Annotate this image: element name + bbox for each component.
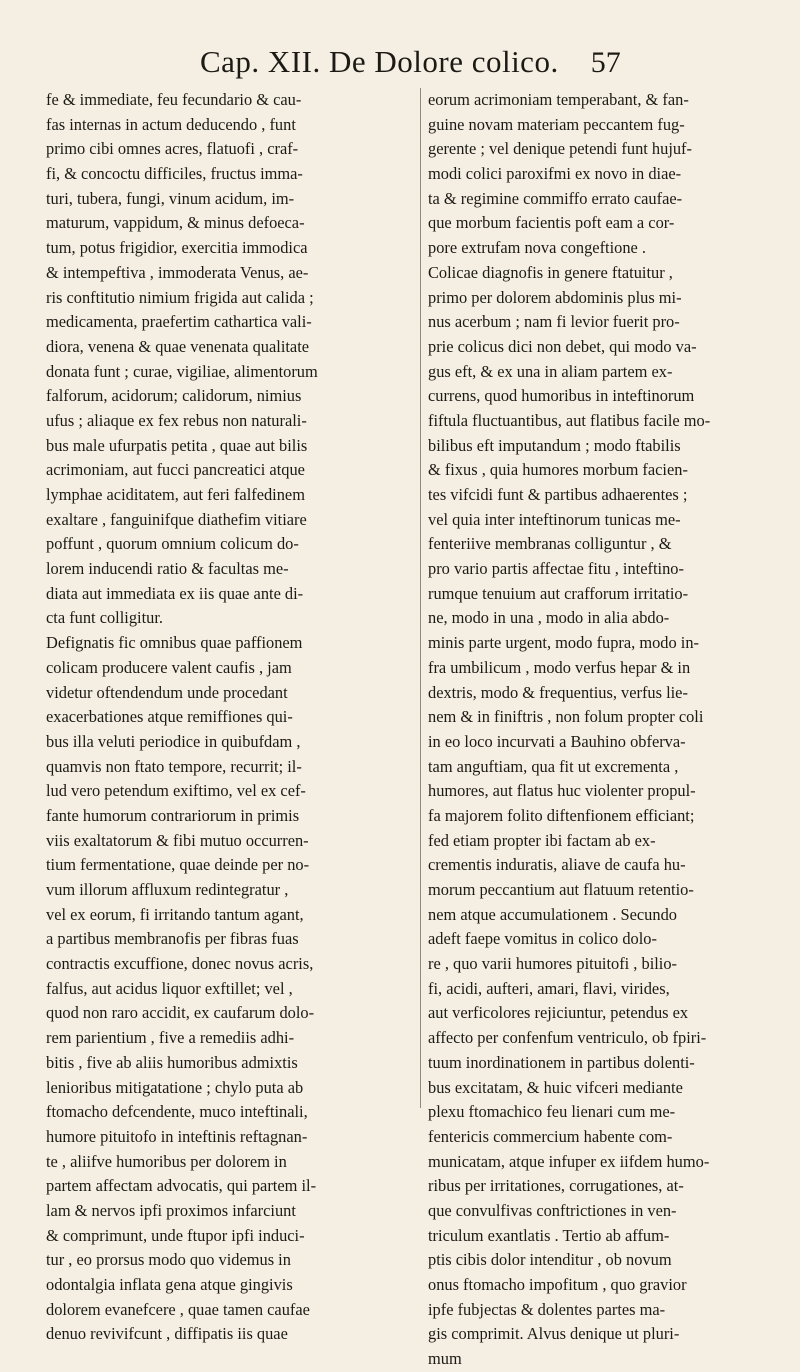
text-line: tium fermentatione, quae deinde per no- [46, 855, 310, 875]
text-line: municatam, atque infuper ex iifdem humo- [428, 1151, 710, 1171]
text-line: in eo loco incurvati a Bauhino obferva- [428, 731, 686, 751]
text-line: lud vero petendum exiftimo, vel ex cef- [46, 781, 306, 801]
text-line: fentericis commercium habente com- [428, 1126, 673, 1146]
text-line: bitis , five ab aliis humoribus admixtis [46, 1052, 298, 1072]
text-line: tuum inordinationem in partibus dolenti- [428, 1052, 695, 1072]
text-line: bus male ufurpatis petita , quae aut bilis [46, 435, 308, 455]
text-line: tum, potus frigidior, exercitia immodica [46, 238, 308, 258]
text-line: nem atque accumulationem . Secundo [428, 904, 677, 924]
column-divider [420, 88, 421, 1108]
text-line: te , aliifve humoribus per dolorem in [46, 1151, 287, 1171]
text-line: nem & in finiftris , non folum propter coli [428, 707, 704, 727]
text-line: fe & immediate, feu fecundario & cau- [46, 90, 302, 109]
text-line: lam & nervos ipfi proximos infarciunt [46, 1200, 296, 1220]
text-line: turi, tubera, fungi, vinum acidum, im- [46, 188, 295, 208]
text-line: Colicae diagnofis in genere ftatuitur , [428, 262, 673, 282]
text-line: primo per dolorem abdominis plus mi- [428, 287, 682, 307]
text-line: exacerbationes atque remiffiones qui- [46, 707, 293, 727]
text-line: lenioribus mitigatatione ; chylo puta ab [46, 1077, 304, 1097]
page-header [200, 44, 780, 80]
text-line: crementis induratis, aliave de caufa hu- [428, 855, 686, 875]
text-line: gerente ; vel denique petendi funt hujuf- [428, 139, 692, 159]
text-line: que convulfivas conftrictiones in ven- [428, 1200, 677, 1220]
page-number: 57 [590, 46, 621, 79]
text-line: exaltare , fanguinifque diathefim vitiare [46, 509, 307, 529]
text-line: fra umbilicum , modo verfus hepar & in [428, 657, 691, 677]
text-line: falforum, acidorum; calidorum, nimius [46, 386, 302, 406]
text-line: ris conftitutio nimium frigida aut calida ; [46, 287, 314, 307]
text-line: dextris, modo & frequentius, verfus lie- [428, 682, 688, 702]
text-line: odontalgia inflata gena atque gingivis [46, 1275, 293, 1294]
text-line: affecto per confenfum ventriculo, ob fpiri- [428, 1028, 707, 1048]
text-line: fas internas in actum deducendo , funt [46, 114, 296, 134]
text-line: pore extrufam nova congeftione . [428, 238, 647, 258]
text-line: ftomacho defcendente, muco inteftinali, [46, 1102, 308, 1122]
text-line: prie colicus dici non debet, qui modo va- [428, 336, 697, 356]
text-line: pro vario partis affectae fitu , inteftino- [428, 559, 684, 579]
left-text-column [46, 88, 412, 1347]
text-line: ptis cibis dolor intenditur , ob novum [428, 1250, 672, 1270]
text-line: viis exaltatorum & fibi mutuo occurren- [46, 830, 309, 850]
running-title: Cap. XII. De Dolore colico. [200, 44, 559, 79]
text-line: rem parientium , five a remediis adhi- [46, 1028, 295, 1048]
text-line: ipfe fubjectas & dolentes partes ma- [428, 1299, 666, 1319]
text-line: re , quo varii humores pituitofi , bilio- [428, 954, 678, 974]
text-line: ribus per irritationes, corrugationes, at- [428, 1176, 684, 1196]
text-line: fi, & concoctu difficiles, fructus imma- [46, 164, 303, 184]
text-line: morum peccantium aut flatuum retentio- [428, 880, 694, 899]
right-text-column [428, 88, 796, 1372]
text-line: medicamenta, praefertim cathartica vali- [46, 312, 312, 332]
text-line: maturum, vappidum, & minus defoeca- [46, 213, 305, 233]
text-line: diora, venena & quae venenata qualitate [46, 336, 310, 356]
text-line: eorum acrimoniam temperabant, & fan- [428, 90, 689, 109]
text-line: contractis excuffione, donec novus acris, [46, 954, 314, 974]
text-line: fenteriive membranas colliguntur , & [428, 534, 672, 554]
text-line: vel quia inter inteftinorum tunicas me- [428, 509, 681, 529]
text-line: nus acerbum ; nam fi levior fuerit pro- [428, 312, 680, 332]
text-line: adeft faepe vomitus in colico dolo- [428, 929, 657, 949]
text-line: rumque tenuium aut crafforum irritatio- [428, 583, 689, 603]
text-line: onus ftomacho impofitum , quo gravior [428, 1275, 687, 1294]
text-line: modi colici paroxifmi ex novo in diae- [428, 164, 682, 184]
text-line: & comprimunt, unde ftupor ipfi induci- [46, 1225, 305, 1245]
text-line: primo cibi omnes acres, flatuofi , craf- [46, 139, 299, 159]
text-line: partem affectam advocatis, qui partem il- [46, 1176, 317, 1196]
text-line: tur , eo prorsus modo quo videmus in [46, 1250, 291, 1270]
text-line: mum [428, 1349, 462, 1369]
text-line: & fixus , quia humores morbum facien- [428, 460, 688, 480]
text-line: bus illa veluti periodice in quibufdam , [46, 731, 301, 751]
text-line: quamvis non ftato tempore, recurrit; il- [46, 756, 302, 776]
text-line: lorem inducendi ratio & facultas me- [46, 559, 289, 579]
text-line: acrimoniam, aut fucci pancreatici atque [46, 460, 305, 480]
text-line: cta funt colligitur. [46, 608, 163, 628]
text-line: fante humorum contrariorum in primis [46, 805, 300, 825]
text-line: currens, quod humoribus in inteftinorum [428, 386, 695, 406]
text-line: a partibus membranofis per fibras fuas [46, 929, 299, 949]
text-line: minis parte urgent, modo fupra, modo in- [428, 633, 700, 653]
text-line: que morbum facientis poft eam a cor- [428, 213, 675, 233]
text-line: humores, aut flatus huc violenter propul- [428, 781, 696, 801]
text-line: ta & regimine commiffo errato caufae- [428, 188, 683, 208]
text-line: fa majorem folito diftenfionem efficiant; [428, 805, 695, 825]
text-line: guine novam materiam peccantem fug- [428, 114, 685, 134]
text-line: quod non raro accidit, ex caufarum dolo- [46, 1003, 315, 1023]
text-line: colicam producere valent caufis , jam [46, 657, 292, 677]
text-line: plexu ftomachico feu lienari cum me- [428, 1102, 676, 1122]
text-line: denuo revivifcunt , diffipatis iis quae [46, 1324, 288, 1344]
text-line: dolorem evanefcere , quae tamen caufae [46, 1299, 310, 1319]
text-line: aut verficolores rejiciuntur, petendus ex [428, 1003, 689, 1023]
text-line: donata funt ; curae, vigiliae, alimentorum [46, 361, 318, 381]
text-line: tam anguftiam, qua fit ut excrementa , [428, 756, 679, 776]
text-line: fiftula fluctuantibus, aut flatibus facile mo- [428, 410, 711, 430]
text-line: diata aut immediata ex iis quae ante di- [46, 583, 304, 603]
text-line: vum illorum affluxum redintegratur , [46, 880, 289, 899]
text-line: bus excitatam, & huic vifceri mediante [428, 1077, 683, 1097]
text-line: fi, acidi, aufteri, amari, flavi, virides, [428, 978, 670, 998]
text-line: tes vifcidi funt & partibus adhaerentes ; [428, 485, 688, 504]
text-line: videtur oftendendum unde procedant [46, 682, 288, 702]
text-line: & intempeftiva , immoderata Venus, ae- [46, 262, 309, 282]
text-line: gis comprimit. Alvus denique ut pluri- [428, 1324, 680, 1344]
text-line: lymphae aciditatem, aut feri falfedinem [46, 485, 305, 504]
text-line: falfus, aut acidus liquor exftillet; vel , [46, 978, 293, 998]
text-line: fed etiam propter ibi factam ab ex- [428, 830, 656, 850]
text-line: gus eft, & ex una in aliam partem ex- [428, 361, 673, 381]
text-line: bilibus eft imputandum ; modo ftabilis [428, 435, 681, 455]
text-line: ufus ; aliaque ex fex rebus non naturali- [46, 410, 307, 430]
text-line: poffunt , quorum omnium colicum do- [46, 534, 299, 554]
text-line: triculum exantlatis . Tertio ab affum- [428, 1225, 670, 1245]
text-line: vel ex eorum, fi irritando tantum agant, [46, 904, 304, 924]
text-line: Defignatis fic omnibus quae paffionem [46, 633, 303, 653]
text-line: ne, modo in una , modo in alia abdo- [428, 608, 670, 628]
text-line: humore pituitofo in inteftinis reftagnan- [46, 1126, 308, 1146]
